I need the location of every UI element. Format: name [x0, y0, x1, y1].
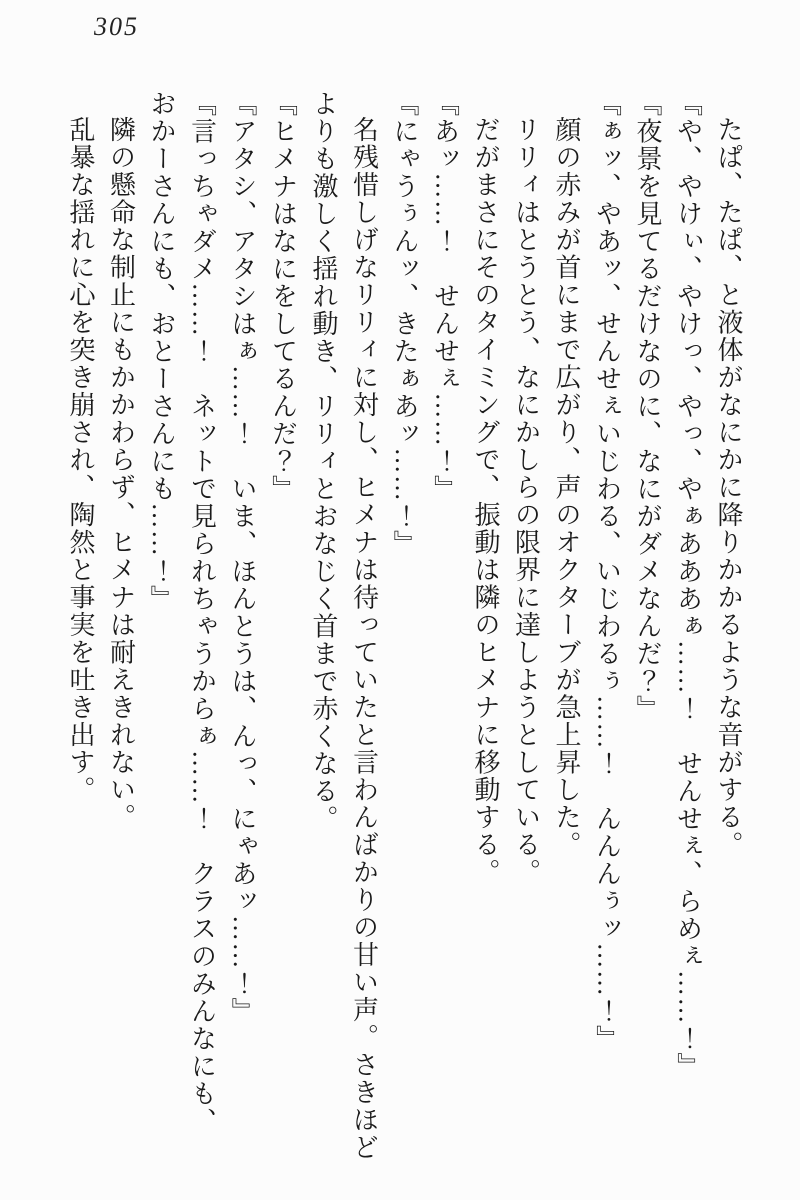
narrative-line: 顔の赤みが首にまで広がり、声のオクターブが急上昇した。	[552, 116, 581, 859]
narrative-line: 乱暴な揺れに心を突き崩され、陶然と事実を吐き出す。	[66, 116, 95, 804]
vertical-text-block	[60, 90, 749, 1162]
dialogue-line: 『ぁッ、やあッ、せんせぇいじわる、いじわるぅ……！ んんんぅッ……！』	[592, 90, 622, 1053]
dialogue-line: 『夜景を見てるだけなのに、なにがダメなんだ？』	[633, 90, 662, 723]
dialogue-line: 『言っちゃダメ……！ ネットで見られちゃうからぁ……！ クラスのみんなにも、おかーさんにも、おとーさんにも……！』	[147, 90, 217, 1135]
narrative-line: 隣の懸命な制止にもかかわらず、ヒメナは耐えきれない。	[106, 116, 136, 831]
dialogue-line: 『にゃうぅんッ、きたぁあッ……！』	[390, 90, 419, 558]
dialogue-line: 『あッ……！ せんせぇ……！』	[430, 90, 460, 503]
narrative-line: 名残惜しげなリリィに対し、ヒメナは待っていたと言わんばかりの甘い声。さきほどよりも激しく揺れ動き、リリィとおなじく首まで赤くなる。	[309, 90, 379, 1161]
dialogue-line: 『ヒメナはなにをしてるんだ？』	[268, 90, 298, 503]
narrative-line: だがまさにそのタイミングで、振動は隣のヒメナに移動する。	[471, 116, 500, 886]
narrative-line: リリィはとうとう、なにかしらの限界に達しようとしている。	[511, 116, 541, 886]
narrative-line: たぱ、たぱ、と液体がなにかに降りかかるような音がする。	[714, 116, 743, 859]
dialogue-line: 『や、やけぃ、やけっ、やっ、やぁあああぁ……！ せんせぇ、らめぇ……！』	[673, 90, 703, 1080]
page-number: 305	[94, 12, 139, 41]
dialogue-line: 『アタシ、アタシはぁ……！ いま、ほんとうは、んっ、にゃあッ……！』	[228, 90, 257, 1025]
